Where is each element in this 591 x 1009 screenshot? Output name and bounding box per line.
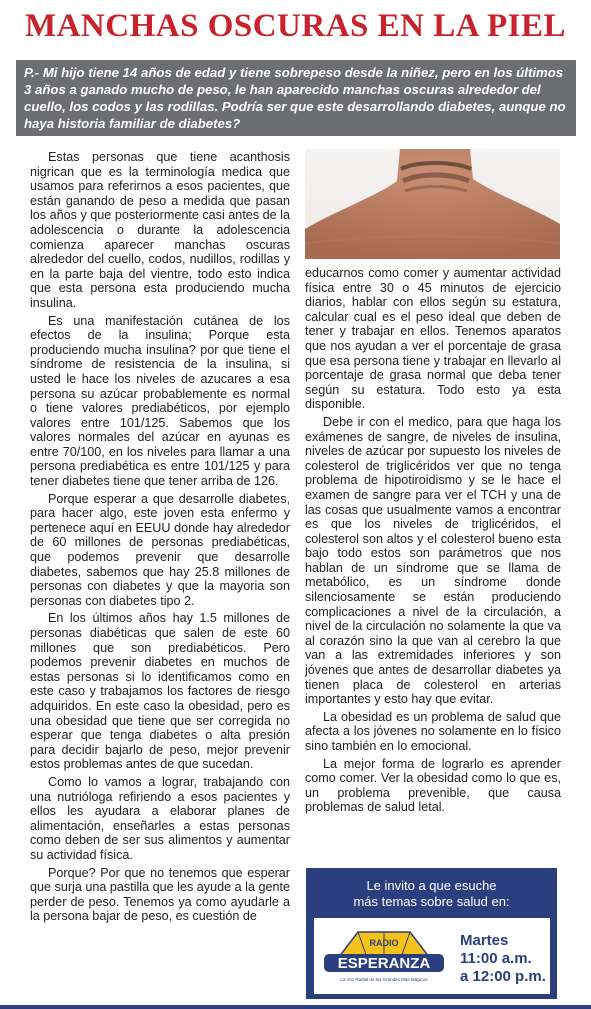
ad-panel [314, 918, 550, 994]
schedule-day: Martes [460, 932, 509, 949]
logo-esperanza-text: ESPERANZA [337, 955, 431, 972]
left-column [30, 150, 290, 927]
bottom-rule [0, 1005, 591, 1009]
schedule-time-start: 11:00 a.m. [460, 950, 532, 967]
paragraph: Porque? Por que no tenemos que esperar que surja una pastilla que les ayude a la gente perder de peso. Tenemos ya como ayudarle a la persona bajar de peso, es cuestión de [30, 865, 290, 924]
schedule [460, 932, 546, 986]
ad-line-1: Le invito a que esuche [366, 878, 497, 893]
paragraph: educarnos como comer y aumentar actividad física entre 30 o 45 minutos de ejercicio diarios, hablar con ellos según su estatura, calcular cual es el peso ideal que deben de tener y trabajar en ellos. Tenemos aparatos que nos ayudan a ver el porcentaje de grasa que esa persona tiene y trabajar en llevarlo al porcentaje de grasa normal que deba tener según su estatura. Todo esto ya esta disponible. [305, 266, 561, 412]
paragraph: Es una manifestación cutánea de los efectos de la insulina; Porque esta produciendo mucha insulina? por que tiene el síndrome de resistencia de la insulina, si usted le hace los niveles de azucares a esa persona su azúcar probablemente es normal o tiene valores prediabéticos, por ejemplo valores entre 101/125. Sabemos que los valores normales del azúcar en ayunas es entre 70/100, en los niveles para llamar a una persona prediabética es entre 101/125 y para tener diabetes tiene que tener arriba de 126. [30, 313, 290, 489]
logo-tagline: La Voz Radial de los Grandes Más Mágicos [340, 977, 428, 982]
radio-esperanza-logo [318, 926, 450, 986]
paragraph: Como lo vamos a lograr, trabajando con una nutrióloga refiriendo a esos pacientes y ellos les ayudara a elaborar planes de alimentación, enseñarles a estas personas como deben de ser sus alimentos y aumentar su actividad física. [30, 774, 290, 862]
paragraph: Debe ir con el medico, para que haga los exámenes de sangre, de niveles de insulina, niveles de azúcar por supuesto los niveles de colesterol de triglicéridos ver que no tenga problema de hipotiroidismo y se le hace el examen de sangre para ver el TCH y una de las cosas que usualmente vamos a encontrar es que los niveles de triglicéridos, el colesterol son altos y el colesterol bueno esta bajo todo estos son parámetros que nos hablan de un síndrome que se llama de metabólico, es un síndrome donde silenciosamente se están produciendo complicaciones a nivel de la circulación, a nivel de la circulación no solamente la que va al corazón sino la que van al cerebro la que van a las extremidades inferiores y son jóvenes que antes de desarrollar diabetes ya tienen placa de colesterol en arterias importantes y esto hay que evitar. [305, 414, 561, 707]
neck-photo [305, 149, 560, 259]
paragraph: La obesidad es un problema de salud que afecta a los jóvenes no solamente en lo físico sino también en lo emocional. [305, 709, 561, 753]
ad-invite-text [306, 878, 557, 910]
ad-line-2: más temas sobre salud en: [353, 894, 510, 909]
paragraph: La mejor forma de lograrlo es aprender como comer. Ver la obesidad como lo que es, un problema prevenible, que causa problemas de salud letal. [305, 756, 561, 815]
paragraph: Porque esperar a que desarrolle diabetes, para hacer algo, este joven esta enfermo y pertenece aquí en EEUU donde hay alrededor de 60 millones de personas prediabéticas, que podemos prevenir que desarrolle diabetes, sabemos que hay 25.8 millones de personas con diabetes y que la mayoria son personas con diabetes tipo 2. [30, 491, 290, 608]
article-title: MANCHAS OSCURAS EN LA PIEL [24, 8, 567, 44]
schedule-time-end: a 12:00 p.m. [460, 968, 546, 985]
logo-radio-text: RADIO [369, 938, 399, 948]
neck-illustration [305, 149, 560, 259]
paragraph: Estas personas que tiene acanthosis nigrican que es la terminología medica que usamos para referirnos a esos pacientes, que están ganando de peso a medida que pasan los años y que posteriormente casi antes de la adolescencia o durante la adolescencia comienza aparecer manchas oscuras alrededor del cuello, codos, nudillos, rodillas y en la parte baja del vientre, todo esto indica que esta persona esta produciendo mucha insulina. [30, 150, 290, 310]
radio-ad [306, 868, 557, 999]
right-column [305, 266, 561, 818]
question-box: P.- Mi hijo tiene 14 años de edad y tiene sobrepeso desde la niñez, pero en los últimos 3 años a ganado mucho de peso, le han aparecido manchas oscuras alrededor del cuello, los codos y las rodillas. Podría ser que este desarrollando diabetes, aunque no haya historia familiar de diabetes? [16, 60, 576, 136]
paragraph: En los últimos años hay 1.5 millones de personas diabéticas que salen de este 60 millones que son prediabéticos. Pero podemos prevenir diabetes en muchos de estas personas si lo identificamos como en este caso y trabajamos los factores de riesgo adquiridos. En este caso la obesidad, pero es una obesidad que tiene que ser corregida no esperar que tenga diabetes o alta presión para decidir bajarlo de peso, mejor prevenir estos problemas antes de que sucedan. [30, 611, 290, 772]
